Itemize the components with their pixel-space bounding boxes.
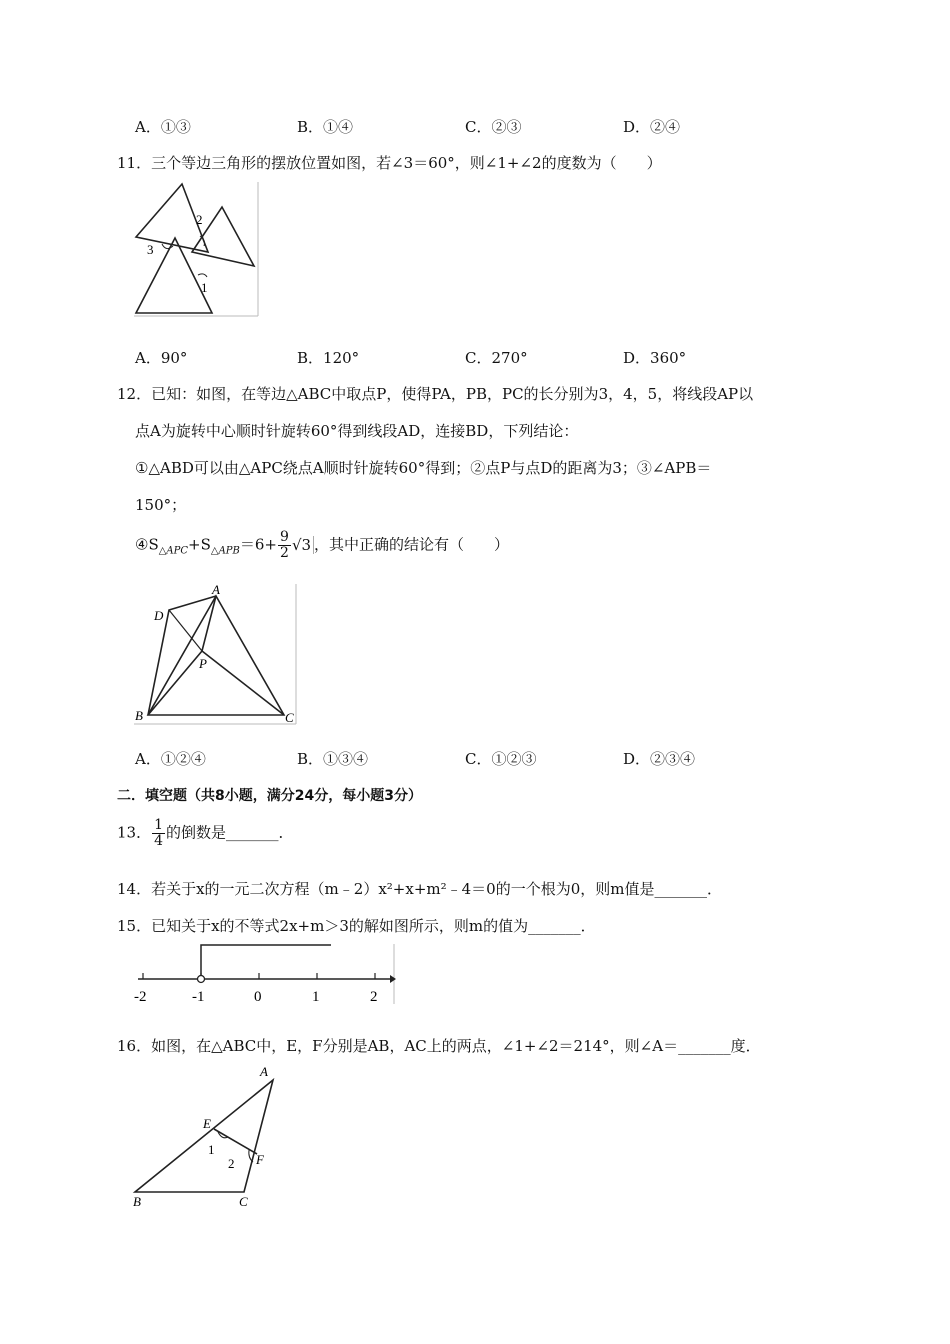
q12-line5 — [135, 530, 509, 562]
q15-question: 15．已知关于x的不等式2x+m＞3的解如图所示，则m的值为_______． — [117, 917, 596, 935]
q12-label-c: C — [285, 710, 294, 725]
q13-number: 13． — [117, 823, 152, 842]
q12-triangle-figure — [132, 582, 300, 726]
q11-angle-2-label: 2 — [196, 212, 203, 227]
q12-option-c: C．①②③ — [465, 750, 537, 768]
q10-option-a: A．①③ — [135, 118, 191, 136]
q12-subscript-apb: △APB — [210, 545, 240, 557]
q12-fraction-denominator: 2 — [280, 545, 289, 561]
q15-tick-neg2: -2 — [134, 989, 147, 1005]
q11-triangles-figure — [130, 180, 262, 318]
q12-sqrt3: √3 — [292, 536, 314, 554]
q11-option-b: B．120° — [297, 349, 360, 367]
q13-text: 的倒数是_______． — [166, 823, 294, 842]
q16-triangle-abc — [135, 1080, 273, 1192]
q16-label-b: B — [133, 1194, 141, 1209]
q12-fraction-numerator: 9 — [280, 529, 289, 545]
q12-label-d: D — [154, 608, 164, 623]
q11-angle-1-label: 1 — [201, 280, 208, 295]
q12-subscript-apc: △APC — [158, 545, 189, 557]
q15-tick-neg1: -1 — [192, 989, 205, 1005]
q15-tick-0: 0 — [254, 989, 262, 1005]
q16-label-f: F — [256, 1152, 264, 1167]
q13-question — [117, 818, 294, 849]
q16-label-a: A — [260, 1064, 268, 1079]
q16-angle-2-label: 2 — [228, 1156, 235, 1171]
q16-label-c: C — [239, 1194, 248, 1209]
q13-fraction-numerator: 1 — [154, 817, 164, 833]
q12-option-b: B．①③④ — [297, 750, 369, 768]
q12-line4: 150°； — [135, 496, 187, 514]
q12-line3: ①△ABD可以由△APC绕点A顺时针旋转60°得到；②点P与点D的距离为3；③∠APB＝ — [135, 459, 712, 477]
q12-label-a: A — [212, 582, 220, 597]
q15-tick-1: 1 — [312, 989, 320, 1005]
q13-fraction-denominator: 4 — [154, 833, 164, 849]
q11-option-c: C．270° — [465, 349, 528, 367]
section-2-heading: 二．填空题（共8小题，满分24分，每小题3分） — [117, 788, 422, 804]
q15-open-circle — [198, 976, 205, 983]
q16-segment-ef — [214, 1129, 257, 1154]
q12-fraction — [278, 530, 291, 561]
q12-segment-pc — [202, 651, 284, 715]
q10-option-c: C．②③ — [465, 118, 522, 136]
q12-line1: 12．已知：如图，在等边△ABC中取点P，使得PA，PB，PC的长分别为3，4，5，将线段AP以 — [117, 385, 754, 403]
q16-angle-1-label: 1 — [208, 1142, 215, 1157]
q13-fraction — [152, 818, 165, 849]
q12-conclusion4-prefix: ④S — [135, 535, 159, 554]
q11-angle-3-label: 3 — [147, 242, 154, 257]
q15-solution-ray — [201, 945, 331, 975]
q12-line5-suffix: ，其中正确的结论有（ ） — [314, 535, 510, 554]
q14-question: 14．若关于x的一元二次方程（m﹣2）x²+x+m²﹣4＝0的一个根为0，则m值是_______． — [117, 880, 722, 898]
q10-option-b: B．①④ — [297, 118, 354, 136]
q12-plus-s: +S — [188, 535, 211, 554]
q12-label-p: P — [199, 656, 207, 671]
q15-tick-2: 2 — [370, 989, 378, 1005]
q12-option-d: D．②③④ — [623, 750, 696, 768]
q11-question: 11．三个等边三角形的摆放位置如图，若∠3＝60°，则∠1+∠2的度数为（ ） — [117, 154, 662, 172]
q11-option-a: A．90° — [135, 349, 188, 367]
q12-equals-six-plus: ＝6+ — [239, 535, 278, 554]
q15-axis-arrow — [390, 975, 396, 983]
q16-triangle-figure — [130, 1062, 280, 1210]
q12-line2: 点A为旋转中心顺时针旋转60°得到线段AD，连接BD，下列结论： — [135, 422, 579, 440]
q16-question: 16．如图，在△ABC中，E，F分别是AB，AC上的两点，∠1+∠2＝214°，则∠A＝_______度． — [117, 1037, 761, 1055]
q15-number-line — [132, 942, 396, 1006]
q11-option-d: D．360° — [623, 349, 687, 367]
q12-label-b: B — [135, 708, 143, 723]
q16-label-e: E — [203, 1116, 211, 1131]
q10-option-d: D．②④ — [623, 118, 681, 136]
q12-option-a: A．①②④ — [135, 750, 206, 768]
